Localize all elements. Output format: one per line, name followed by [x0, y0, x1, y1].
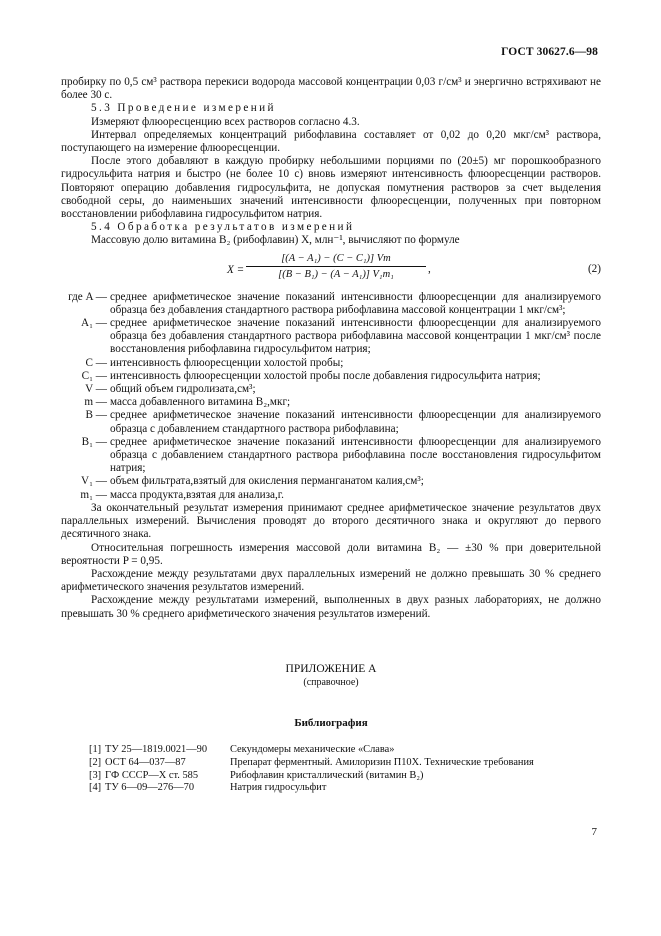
- paragraph-parallel-discrepancy: Расхождение между результатами двух параллельных измерений не должно превышать 30 % среднего арифметического значения результатов измерений.: [61, 567, 601, 594]
- paragraph-formula-intro: Массовую долю витамина B₂ (рибофлавин) X, млн⁻¹, вычисляют по формуле: [91, 234, 460, 247]
- formula-trailing-comma: ,: [428, 262, 431, 275]
- definition-symbol: V —: [85, 383, 107, 396]
- paragraph-concentration-range: Интервал определяемых концентраций рибофлавина составляет от 0,02 до 0,20 мкг/см³ раствора, поступающего на измерение флюоресценции.: [61, 128, 601, 155]
- formula-block: [61, 252, 601, 288]
- definition-text: среднее арифметическое значение показаний интенсивности флюоресценции для анализируемого образца без добавления стандартного раствора рибофлавина массовой концентрации 1 мкг/см³ после восстановления рибофлавина гидросульфитом натрия;: [110, 317, 601, 356]
- paragraph-hydrosulfite-addition: После этого добавляют в каждую пробирку небольшими порциями по (20±5) мг порошкообразного гидросульфита натрия и быстро (не более 10 с) вновь измеряют интенсивность флюоресценции растворов. Повторяют операцию добавления гидросульфита, не допуская помутнения растворов за счет выделения свободной серы, до наименьших значений интенсивности флюоресценции, полученных при повторном восстановлении рибофлавина гидросульфитом натрия.: [61, 155, 601, 221]
- bibliography-item-title: Секундомеры механические «Слава»: [230, 744, 395, 756]
- bibliography-code: ТУ 25—1819.0021—90: [105, 744, 208, 756]
- bibliography-number: [4]: [89, 782, 102, 794]
- definition-symbol: B —: [85, 409, 107, 422]
- formula-denominator: [(B − B₁) − (A − A₁)] V₁m₁: [278, 268, 394, 280]
- formula-fraction: [246, 252, 426, 281]
- definition-symbol: C₁ —: [81, 369, 107, 382]
- paragraph-measure-fluorescence: Измеряют флюоресценцию всех растворов согласно 4.3.: [91, 115, 360, 128]
- bibliography-item: [89, 770, 534, 783]
- definition-text: интенсивность флюоресценции холостой пробы;: [110, 356, 344, 369]
- paragraph-hydrogen-peroxide: пробирку по 0,5 см³ раствора перекиси водорода массовой концентрации 0,03 г/см³ и энергично встряхивают не более 30 с.: [61, 76, 601, 102]
- main-content: [61, 76, 601, 795]
- bibliography-item: [89, 757, 534, 770]
- definition-text: объем фильтрата,взятый для окисления перманганатом калия,см³;: [110, 475, 424, 488]
- appendix-subtitle: (справочное): [303, 676, 359, 688]
- definition-symbol: C —: [85, 356, 107, 369]
- bibliography-item-title: Натрия гидросульфит: [230, 782, 327, 794]
- definition-text: среднее арифметическое значение показаний интенсивности флюоресценции для анализируемого образца с добавлением стандартного раствора рибофлавина;: [110, 409, 601, 435]
- bibliography-list: [89, 744, 534, 794]
- definition-symbol: где A —: [68, 290, 107, 303]
- definition-row: [61, 409, 601, 435]
- definition-symbol: V₁ —: [81, 475, 107, 488]
- appendix-title: ПРИЛОЖЕНИЕ А: [285, 662, 377, 675]
- definition-symbol: B₁ —: [81, 435, 107, 448]
- definition-row: [61, 291, 601, 317]
- bibliography-item: [89, 782, 534, 795]
- bibliography-item-title: Препарат ферментный. Амилоризин П10Х. Технические требования: [230, 756, 534, 768]
- paragraph-final-result: За окончательный результат измерения принимают среднее арифметическое значение результатов двух параллельных измерений. Вычисления проводят до второго десятичного знака и округляют до первого десятичного знака.: [61, 501, 601, 541]
- section-5-4-title: 5.4 Обработка результатов измерений: [91, 221, 355, 234]
- variable-definitions: [61, 291, 601, 502]
- section-5-3-title: 5.3 Проведение измерений: [91, 102, 276, 115]
- formula-number: (2): [587, 262, 601, 275]
- definition-row: [61, 436, 601, 476]
- bibliography-code: ОСТ 64—037—87: [105, 756, 186, 768]
- definition-row: [61, 489, 601, 502]
- definition-text: масса продукта,взятая для анализа,г.: [110, 488, 284, 501]
- definition-text: среднее арифметическое значение показаний интенсивности флюоресценции для анализируемого образца без добавления стандартного раствора рибофлавина массовой концентрации 1 мкг/см³;: [110, 290, 601, 316]
- bibliography-code: ГФ СССР—Х ст. 585: [105, 769, 199, 781]
- formula-numerator: [(A − A₁) − (C − C₁)] Vm: [246, 252, 426, 267]
- definition-text: общий объем гидролизата,см³;: [110, 383, 256, 396]
- definition-text: интенсивность флюоресценции холостой пробы после добавления гидросульфита натрия;: [110, 369, 541, 382]
- bibliography-item: [89, 744, 534, 757]
- definition-symbol: m —: [84, 396, 107, 409]
- page-number: 7: [591, 826, 597, 838]
- bibliography-item-title: Рибофлавин кристаллический (витамин B₂): [230, 769, 424, 781]
- paragraph-interlab-discrepancy: Расхождение между результатами измерений, выполненных в двух разных лабораториях, не должно превышать 30 % среднего арифметического значения результатов измерений.: [61, 594, 601, 620]
- bibliography-code: ТУ 6—09—276—70: [105, 782, 195, 794]
- paragraph-relative-error: Относительная погрешность измерения массовой доли витамина B₂ — ±30 % при доверительной вероятности P = 0,95.: [61, 541, 601, 567]
- definition-row: [61, 317, 601, 357]
- definition-row: [61, 383, 601, 396]
- bibliography-number: [1]: [89, 744, 102, 756]
- formula-lhs: X =: [227, 263, 245, 276]
- bibliography-number: [2]: [89, 756, 102, 768]
- bibliography-number: [3]: [89, 769, 102, 781]
- definition-symbol: m₁ —: [80, 488, 107, 501]
- document-code-header: ГОСТ 30627.6—98: [501, 46, 598, 58]
- definition-text: среднее арифметическое значение показаний интенсивности флюоресценции для анализируемого образца с добавлением стандартного раствора рибофлавина после восстановления гидросульфитом натрия;: [110, 435, 601, 475]
- definition-text: масса добавленного витамина B₂,мкг;: [110, 396, 291, 409]
- definition-row: [61, 475, 601, 488]
- definition-row: [61, 357, 601, 370]
- definition-symbol: A₁ —: [81, 317, 107, 330]
- definition-row: [61, 396, 601, 409]
- definition-row: [61, 370, 601, 383]
- bibliography-title: Библиография: [294, 717, 368, 730]
